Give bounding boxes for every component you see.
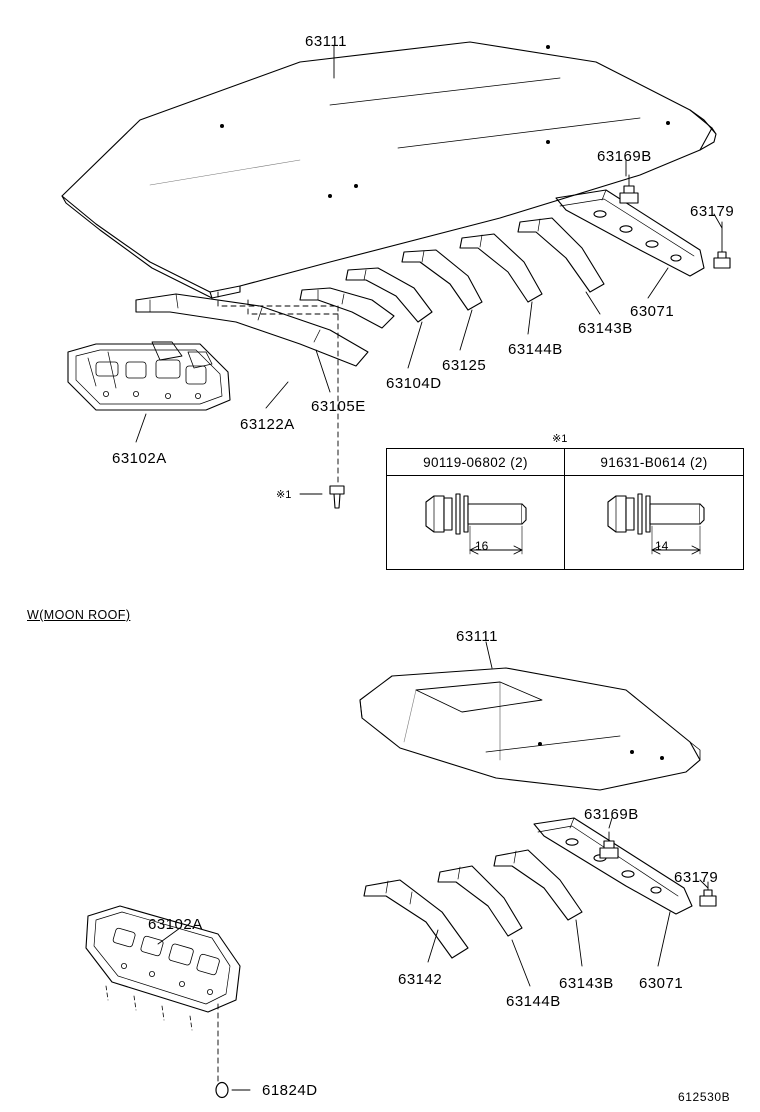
bolt-dimension-left: 16 (475, 539, 489, 553)
label-63144b-bow-moonroof: 63144B (506, 993, 561, 1010)
label-63169b-clip-moonroof: 63169B (584, 806, 639, 823)
label-63143b-bow: 63143B (578, 320, 633, 337)
bolt-table-body (387, 476, 743, 570)
label-63111-roof-panel-moonroof: 63111 (456, 628, 498, 645)
label-63143b-bow-moonroof: 63143B (559, 975, 614, 992)
bolt-part-number-right: 91631-B0614 (2) (600, 454, 708, 470)
label-61824d-grommet: 61824D (262, 1082, 318, 1099)
bolt-spec-table (386, 448, 744, 570)
section-title-moonroof: W(MOON ROOF) (27, 608, 131, 622)
label-63105e-bow: 63105E (311, 398, 366, 415)
callout-marker-bolt: ※1 (276, 489, 292, 501)
label-63179-clip-moonroof: 63179 (674, 869, 719, 886)
bolt-dimension-right: 14 (655, 539, 669, 553)
label-63169b-clip: 63169B (597, 148, 652, 165)
callout-marker-table: ※1 (552, 433, 568, 445)
bolt-part-number-left: 90119-06802 (2) (387, 449, 565, 475)
label-63102a-header: 63102A (112, 450, 167, 467)
bolt-cell-left (387, 476, 565, 570)
label-63071-rear-panel-moonroof: 63071 (639, 975, 684, 992)
label-63104d-bow: 63104D (386, 375, 442, 392)
label-63179-clip: 63179 (690, 203, 735, 220)
label-63071-rear-panel: 63071 (630, 303, 675, 320)
label-63102a-header-moonroof: 63102A (148, 916, 203, 933)
figure-code: 612530B (678, 1090, 731, 1104)
label-63122a-rail: 63122A (240, 416, 295, 433)
label-63144b-bow: 63144B (508, 341, 563, 358)
label-63125-bow: 63125 (442, 357, 487, 374)
bolt-cell-right (565, 476, 743, 570)
bolt-table-header (387, 449, 743, 476)
label-63111-roof-panel: 63111 (305, 33, 347, 50)
label-63142-bow: 63142 (398, 971, 443, 988)
